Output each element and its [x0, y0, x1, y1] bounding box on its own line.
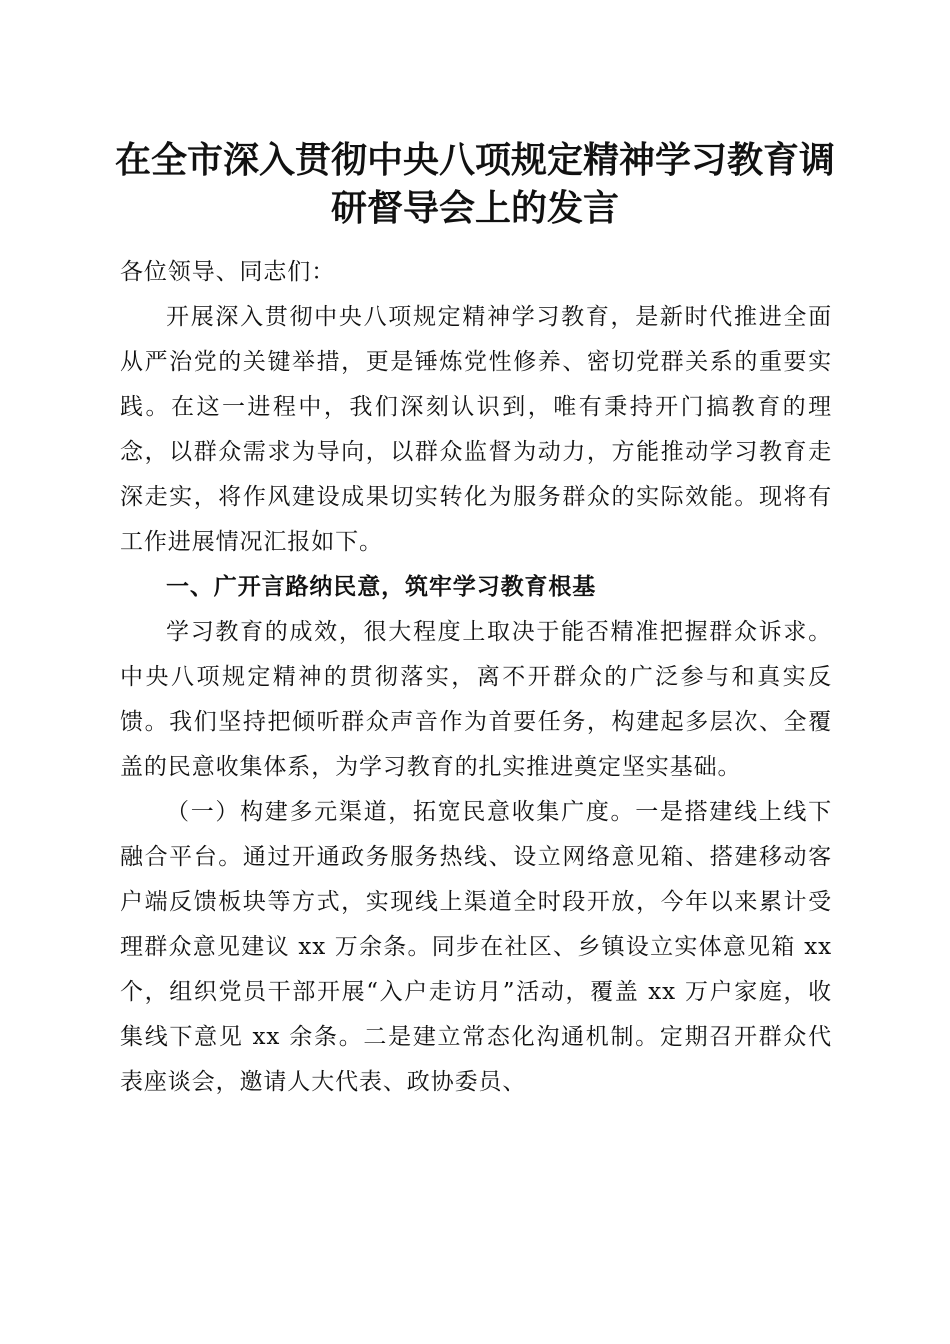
document-title-line-1: 在全市深入贯彻中央八项规定精神学习教育调 — [114, 139, 835, 181]
salutation: 各位领导、同志们： — [120, 259, 336, 285]
document-body — [120, 250, 832, 1105]
document-title-line-2: 研督导会上的发言 — [330, 187, 619, 229]
subsection-1-paragraph: （一）构建多元渠道，拓宽民意收集广度。一是搭建线上线下融合平台。通过开通政务服务热线、设立网络意见箱、搭建移动客户端反馈板块等方式，实现线上渠道全时段开放，今年以来累计受理群众意见建议 xx 万余条。同步在社区、乡镇设立实体意见箱 xx 个，组织党员干部开展“入户走访月”活动，覆盖 xx 万户家庭，收集线下意见 xx 余条。二是建立常态化沟通机制。定期召开群众代表座谈会，邀请人大代表、政协委员、 — [120, 799, 832, 1095]
section-heading-1: 一、广开言路纳民意，筑牢学习教育根基 — [166, 574, 597, 600]
intro-paragraph: 开展深入贯彻中央八项规定精神学习教育，是新时代推进全面从严治党的关键举措，更是锤炼党性修养、密切党群关系的重要实践。在这一进程中，我们深刻认识到，唯有秉持开门搞教育的理念，以群众需求为导向，以群众监督为动力，方能推动学习教育走深走实，将作风建设成果切实转化为服务群众的实际效能。现将有工作进展情况汇报如下。 — [120, 304, 832, 555]
section-1-paragraph: 学习教育的成效，很大程度上取决于能否精准把握群众诉求。中央八项规定精神的贯彻落实，离不开群众的广泛参与和真实反馈。我们坚持把倾听群众声音作为首要任务，构建起多层次、全覆盖的民意收集体系，为学习教育的扎实推进奠定坚实基础。 — [120, 619, 832, 780]
